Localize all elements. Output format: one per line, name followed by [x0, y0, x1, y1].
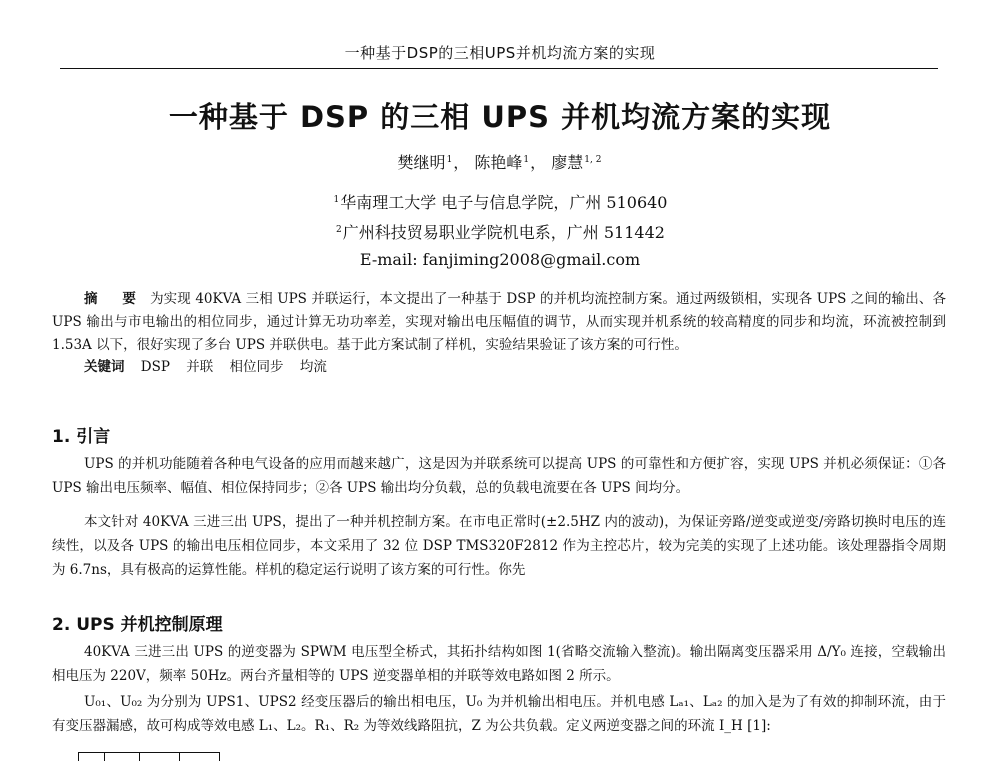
- affiliation-text: 广州科技贸易职业学院机电系，广州 511442: [342, 223, 665, 242]
- abstract: [52, 288, 946, 357]
- paragraph: UPS 的并机功能随着各种电气设备的应用而越来越广，这是因为并联系统可以提高 UPS 的可靠性和方便扩容，实现 UPS 并机必须保证：①各 UPS 输出电压频率、幅值、相位保持同步；②各 UPS 输出均分负载，总的负载电流要在各 UPS 间均分。: [52, 456, 946, 496]
- paragraph: 本文针对 40KVA 三进三出 UPS，提出了一种并机控制方案。在市电正常时(±2.5HZ 内的波动)，为保证旁路/逆变或逆变/旁路切换时电压的连续性，以及各 UPS 的输出电压相位同步，本文采用了 32 位 DSP TMS320F2812 作为主控芯片，较为完美的实现了上述功能。该处理器指令周期为 6.7ns，具有极高的运算性能。样机的稳定运行说明了该方案的可行性。你先: [52, 514, 946, 578]
- author-sup: 1: [446, 154, 453, 165]
- keyword: DSP: [140, 359, 170, 375]
- affiliation-1: [0, 190, 1000, 213]
- section-heading: 1. 引言: [52, 427, 111, 447]
- header-rule: [60, 68, 938, 69]
- abstract-label: 摘 要: [84, 291, 147, 307]
- running-head: 一种基于DSP的三相UPS并机均流方案的实现: [344, 44, 656, 62]
- keywords: [84, 355, 339, 375]
- keyword: 相位同步: [229, 359, 284, 375]
- affiliation-2: [0, 220, 1000, 243]
- affiliation-sup: 1: [333, 194, 340, 205]
- affiliation-sup: 2: [336, 224, 342, 235]
- email: E-mail: fanjiming2008@gmail.com: [359, 250, 641, 269]
- keyword: 均流: [299, 359, 327, 375]
- affiliation-text: 华南理工大学 电子与信息学院，广州 510640: [340, 193, 668, 212]
- paragraph: U₀₁、U₀₂ 为分别为 UPS1、UPS2 经变压器后的输出相电压，U₀ 为并机输出相电压。并机电感 Lₐ₁、Lₐ₂ 的加入是为了有效的抑制环流，由于有变压器漏感，故可构成等效电感 L₁、L₂。R₁、R₂ 为等效线路阻抗，Z 为公共负载。定义两逆变器之间的环流 I_H [1]:: [52, 694, 946, 734]
- author-name: 樊继明: [397, 153, 446, 172]
- author-line: 樊继明$^1$， 陈艳峰$^1$， 廖慧$^{1, 2}$: [397, 153, 602, 172]
- author-sup: 1: [523, 154, 530, 165]
- author-name: 陈艳峰: [474, 153, 523, 172]
- section-heading: 2. UPS 并机控制原理: [52, 615, 223, 635]
- author-name: 廖慧: [551, 153, 584, 172]
- paragraph: 40KVA 三进三出 UPS 的逆变器为 SPWM 电压型全桥式，其拓扑结构如图 1(省略交流输入整流)。输出隔离变压器采用 Δ/Y₀ 连接，空载输出相电压为 220V，频率 50Hz。两台齐量相等的 UPS 逆变器单相的并联等效电路如图 2 所示。: [52, 644, 946, 684]
- paper-title: 一种基于 DSP 的三相 UPS 并机均流方案的实现: [168, 100, 832, 134]
- abstract-text: 为实现 40KVA 三相 UPS 并联运行，本文提出了一种基于 DSP 的并机均流控制方案。通过两级锁相，实现各 UPS 之间的输出、各 UPS 输出与市电输出的相位同步，通过计算无功功率差，实现对输出电压幅值的调节，从而实现并机系统的较高精度的同步和均流，环流被控制到 1.53A 以下，很好实现了多台 UPS 并联供电。基于此方案试制了样机，实验结果验证了该方案的可行性。: [52, 291, 947, 353]
- keywords-label: 关键词: [84, 359, 125, 375]
- author-sup: 1, 2: [584, 154, 602, 165]
- keyword: 并联: [186, 359, 214, 375]
